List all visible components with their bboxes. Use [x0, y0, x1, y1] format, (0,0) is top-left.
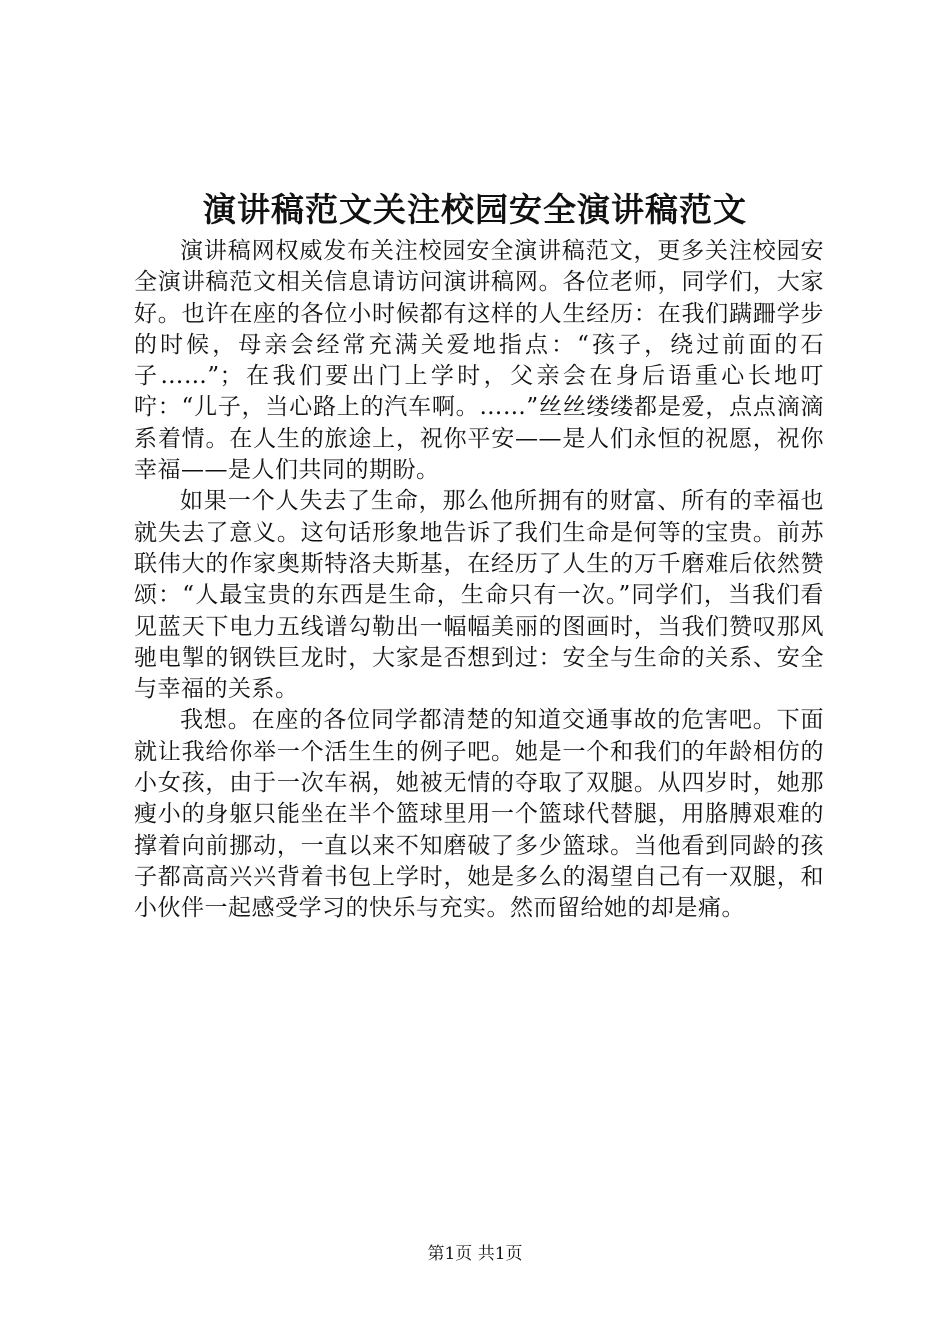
paragraph-3: 我想。在座的各位同学都清楚的知道交通事故的危害吧。下面就让我给你举一个活生生的例子吧。她是一个和我们的年龄相仿的小女孩，由于一次车祸，她被无情的夺取了双腿。从四岁时，她那瘦小的身躯只能坐在半个篮球里用一个篮球代替腿，用胳膊艰难的撑着向前挪动，一直以来不知磨破了多少篮球。当他看到同龄的孩子都高高兴兴背着书包上学时，她是多么的渴望自己有一双腿，和小伙伴一起感受学习的快乐与充实。然而留给她的却是痛。	[134, 707, 824, 922]
page-number-footer: 第1页 共1页	[427, 1244, 523, 1264]
document-title: 演讲稿范文关注校园安全演讲稿范文	[203, 190, 747, 229]
paragraph-1: 演讲稿网权威发布关注校园安全演讲稿范文，更多关注校园安全演讲稿范文相关信息请访问演讲稿网。各位老师，同学们，大家好。也许在座的各位小时候都有这样的人生经历：在我们蹒跚学步的时候，母亲会经常充满关爱地指点：“孩子，绕过前面的石子……”；在我们要出门上学时，父亲会在身后语重心长地叮咛：“儿子，当心路上的汽车啊。……”丝丝缕缕都是爱，点点滴滴系着情。在人生的旅途上，祝你平安——是人们永恒的祝愿，祝你幸福——是人们共同的期盼。	[134, 238, 824, 484]
document-body	[134, 236, 824, 925]
paragraph-2: 如果一个人失去了生命，那么他所拥有的财富、所有的幸福也就失去了意义。这句话形象地告诉了我们生命是何等的宝贵。前苏联伟大的作家奥斯特洛夫斯基，在经历了人生的万千磨难后依然赞颂：“人最宝贵的东西是生命，生命只有一次。”同学们，当我们看见蓝天下电力五线谱勾勒出一幅幅美丽的图画时，当我们赞叹那风驰电掣的钢铁巨龙时，大家是否想到过：安全与生命的关系、安全与幸福的关系。	[134, 488, 824, 703]
